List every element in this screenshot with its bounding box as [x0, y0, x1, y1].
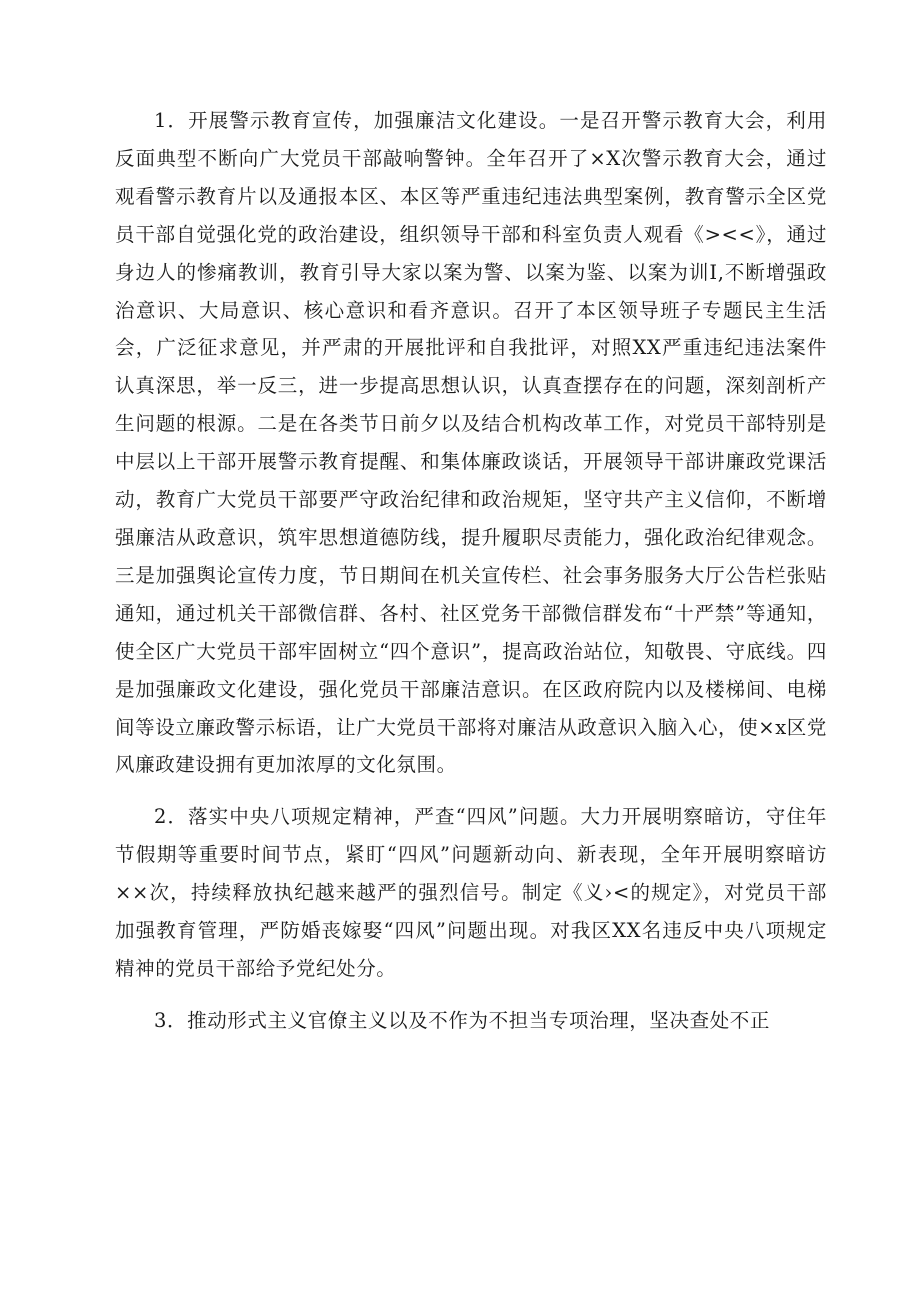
paragraph-2: 2．落实中央八项规定精神，严查“四风”问题。大力开展明察暗访，守住年节假期等重要时间节点，紧盯“四风”问题新动向、新表现，全年开展明察暗访××次，持续释放执纪越来越严的强烈信号。制定《义›<的规定》，对党员干部加强教育管理，严防婚丧嫁娶“四风”问题出现。对我区XX名违反中央八项规定精神的党员干部给予党纪处分。: [115, 805, 827, 980]
paragraph-1: 1．开展警示教育宣传，加强廉洁文化建设。一是召开警示教育大会，利用反面典型不断向广大党员干部敲响警钟。全年召开了×X次警示教育大会，通过观看警示教育片以及通报本区、本区等严重违纪违法典型案例，教育警示全区党员干部自觉强化党的政治建设，组织领导干部和科室负责人观看《><<》，通过身边人的惨痛教训，教育引导大家以案为警、以案为鉴、以案为训I,不断增强政治意识、大局意识、核心意识和看齐意识。召开了本区领导班子专题民主生活会，广泛征求意见，并严肃的开展批评和自我批评，对照XX严重违纪违法案件认真深思，举一反三，进一步提高思想认识，认真查摆存在的问题，深刻剖析产生问题的根源。二是在各类节日前夕以及结合机构改革工作，对党员干部特别是中层以上干部开展警示教育提醒、和集体廉政谈话，开展领导干部讲廉政党课活动，教育广大党员干部要严守政治纪律和政治规矩，坚守共产主义信仰，不断增强廉洁从政意识，筑牢思想道德防线，提升履职尽责能力，强化政治纪律观念。三是加强舆论宣传力度，节日期间在机关宣传栏、社会事务服务大厅公告栏张贴通知，通过机关干部微信群、各村、社区党务干部微信群发布“十严禁”等通知，使全区广大党员干部牢固树立“四个意识”，提高政治站位，知敬畏、守底线。四是加强廉政文化建设，强化党员干部廉洁意识。在区政府院内以及楼梯间、电梯间等设立廉政警示标语，让广大党员干部将对廉洁从政意识入脑入心，使×x区党风廉政建设拥有更加浓厚的文化氛围。: [115, 109, 827, 777]
document-body: [115, 102, 827, 1040]
paragraph-3: 3．推动形式主义官僚主义以及不作为不担当专项治理，坚决查处不正: [154, 1008, 771, 1032]
